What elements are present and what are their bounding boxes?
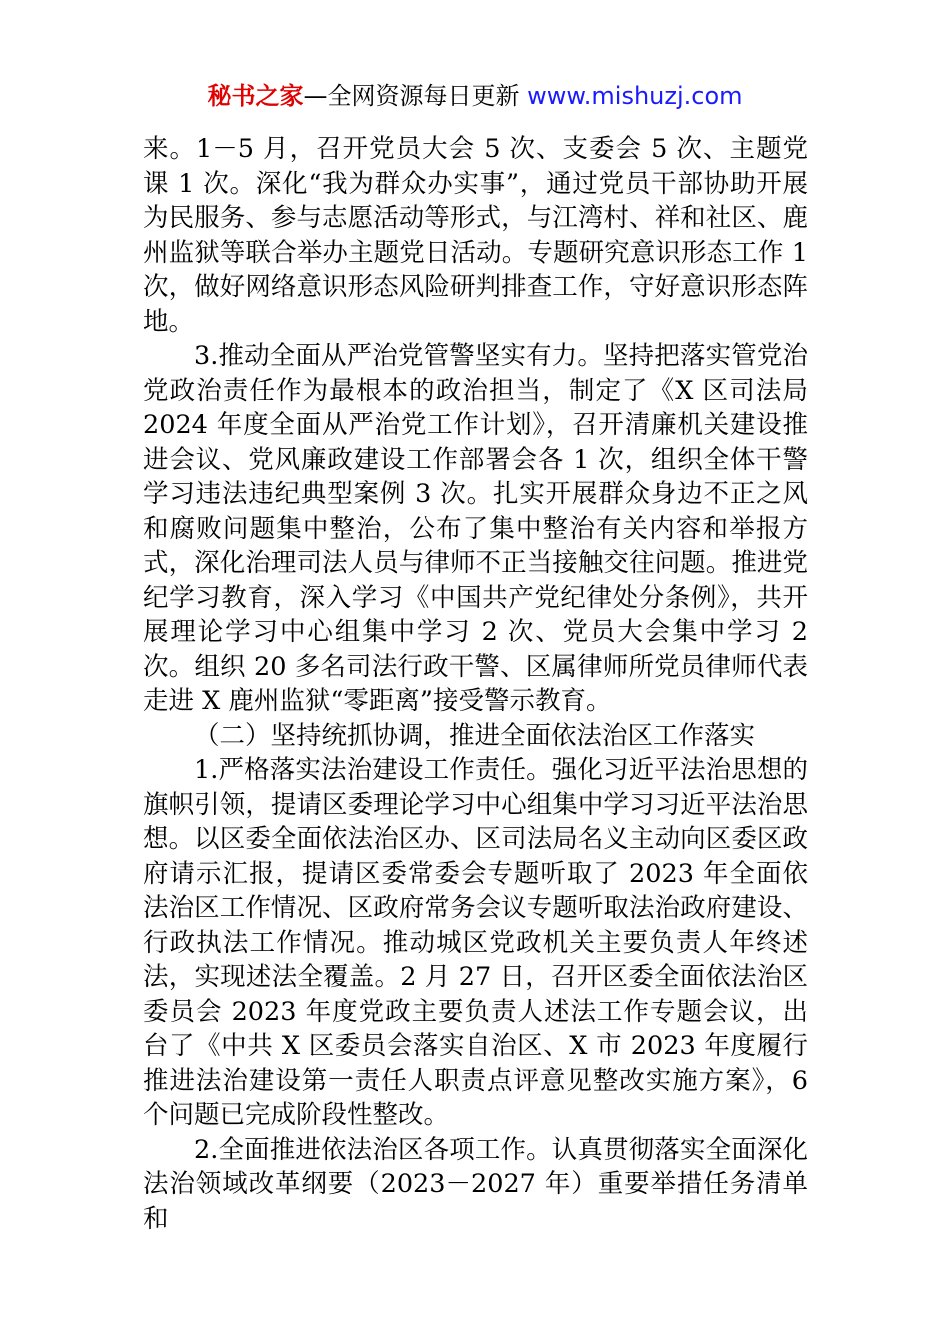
site-url-link[interactable]: www.mishuzj.com bbox=[527, 82, 743, 110]
document-body bbox=[143, 132, 808, 1236]
site-brand: 秘书之家 bbox=[207, 82, 304, 110]
paragraph-rule-of-law-responsibility: 1.严格落实法治建设工作责任。强化习近平法治思想的旗帜引领，提请区委理论学习中心组集中学习习近平法治思想。以区委全面依法治区办、区司法局名义主动向区委区政府请示汇报，提请区委常委会专题听取了 2023 年全面依法治区工作情况、区政府常务会议专题听取法治政府建设、行政执法工作情况。推动城区党政机关主要负责人年终述法，实现述法全覆盖。2 月 27 日，召开区委全面依法治区委员会 2023 年度党政主要负责人述法工作专题会议，出台了《中共 X 区委员会落实自治区、X 市 2023 年度履行推进法治建设第一责任人职责点评意见整改实施方案》，6 个问题已完成阶段性整改。 bbox=[143, 755, 808, 1130]
section-heading: （二）坚持统抓协调，推进全面依法治区工作落实 bbox=[194, 720, 756, 751]
site-tagline: —全网资源每日更新 bbox=[303, 82, 528, 110]
paragraph-continuation: 来。1－5 月，召开党员大会 5 次、支委会 5 次、主题党课 1 次。深化“我为群众办实事”，通过党员干部协助开展为民服务、参与志愿活动等形式，与江湾村、祥和社区、鹿州监狱等联合举办主题党日活动。专题研究意识形态工作 1 次，做好网络意识形态风险研判排查工作，守好意识形态阵地。 bbox=[143, 134, 808, 337]
paragraph-rule-of-law-work: 2.全面推进依法治区各项工作。认真贯彻落实全面深化法治领域改革纲要（2023－2027 年）重要举措任务清单和 bbox=[143, 1134, 808, 1234]
paragraph-party-discipline: 3.推动全面从严治党管警坚实有力。坚持把落实管党治党政治责任作为最根本的政治担当，制定了《X 区司法局 2024 年度全面从严治党工作计划》，召开清廉机关建设推进会议、党风廉政建设工作部署会各 1 次，组织全体干警学习违法违纪典型案例 3 次。扎实开展群众身边不正之风和腐败问题集中整治，公布了集中整治有关内容和举报方式，深化治理司法人员与律师不正当接触交往问题。推进党纪学习教育，深入学习《中国共产党纪律处分条例》，共开展理论学习中心组集中学习 2 次、党员大会集中学习 2 次。组织 20 多名司法行政干警、区属律师所党员律师代表走进 X 鹿州监狱“零距离”接受警示教育。 bbox=[143, 341, 808, 716]
site-header bbox=[0, 80, 950, 112]
